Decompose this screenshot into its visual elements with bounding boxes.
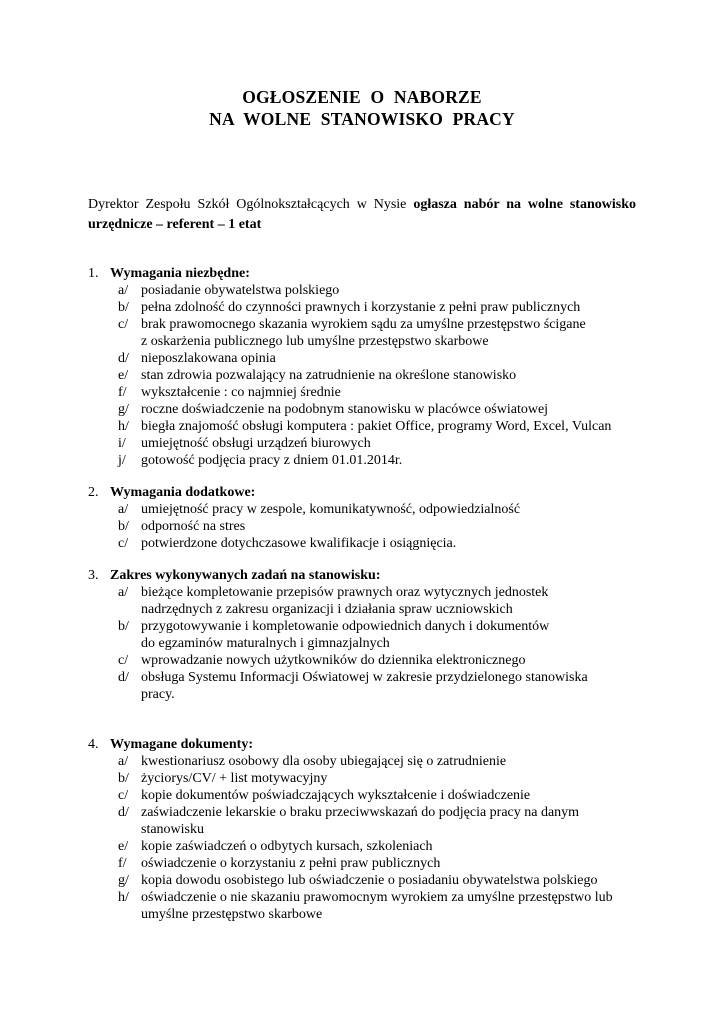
- list-item-letter: e/: [118, 839, 129, 854]
- list-item: [88, 384, 648, 401]
- list-item-letter: f/: [118, 385, 127, 400]
- list-item-text: [141, 889, 648, 923]
- list-item: [88, 855, 648, 872]
- list-item: [88, 518, 648, 535]
- list-item-text: [141, 669, 648, 703]
- section-title: Wymagane dokumenty:: [110, 737, 253, 752]
- list-item: [88, 350, 648, 367]
- section-heading: [88, 567, 648, 584]
- list-item-text: [141, 618, 648, 652]
- list-item: [88, 282, 648, 299]
- section-title: Wymagania niezbędne:: [110, 266, 250, 281]
- list-item-letter: h/: [118, 419, 129, 434]
- list-item-text: [141, 435, 648, 452]
- list-item: [88, 535, 648, 552]
- list-item-text: [141, 401, 648, 418]
- list-item-letter: e/: [118, 368, 129, 383]
- list-item-text: [141, 316, 648, 350]
- list-item-line: potwierdzone dotychczasowe kwalifikacje i osiągnięcia.: [141, 536, 457, 551]
- section-heading: [88, 265, 648, 282]
- list-item-line: z oskarżenia publicznego lub umyślne przestępstwo skarbowe: [141, 334, 489, 349]
- list-item: [88, 501, 648, 518]
- list-item-letter: i/: [118, 436, 126, 451]
- list-item-letter: d/: [118, 670, 129, 685]
- list-item-letter: b/: [118, 771, 129, 786]
- section-number: 2.: [88, 485, 99, 500]
- list-item-text: [141, 452, 648, 469]
- list-item-line: brak prawomocnego skazania wyrokiem sądu za umyślne przestępstwo ścigane: [141, 317, 586, 332]
- list-item-line: oświadczenie o nie skazaniu prawomocnym wyrokiem za umyślne przestępstwo lub: [141, 890, 613, 905]
- list-item-line: stanowisku: [141, 822, 204, 837]
- list-item-line: gotowość podjęcia pracy z dniem 01.01.2014r.: [141, 453, 403, 468]
- list-item-letter: b/: [118, 300, 129, 315]
- section-title: Zakres wykonywanych zadań na stanowisku:: [110, 568, 381, 583]
- list-item-line: posiadanie obywatelstwa polskiego: [141, 283, 340, 298]
- list-item-line: umiejętność pracy w zespole, komunikatywność, odpowiedzialność: [141, 502, 521, 517]
- section-title: Wymagania dodatkowe:: [110, 485, 256, 500]
- list-item-line: obsługa Systemu Informacji Oświatowej w zakresie przydzielonego stanowiska: [141, 670, 588, 685]
- list-item-letter: a/: [118, 283, 129, 298]
- list-item-line: kopia dowodu osobistego lub oświadczenie o posiadaniu obywatelstwa polskiego: [141, 873, 598, 888]
- section-documents: [88, 736, 648, 923]
- list-item-text: [141, 872, 648, 889]
- list-item-text: [141, 584, 648, 618]
- title-line-2: NA WOLNE STANOWISKO PRACY: [209, 109, 515, 129]
- list-item: [88, 584, 648, 618]
- list-item-line: bieżące kompletowanie przepisów prawnych oraz wytycznych jednostek: [141, 585, 549, 600]
- list-item: [88, 889, 648, 923]
- list-item-line: umyślne przestępstwo skarbowe: [141, 907, 323, 922]
- list-item-line: biegła znajomość obsługi komputera : pakiet Office, programy Word, Excel, Vulcan: [141, 419, 612, 434]
- list-item-letter: d/: [118, 351, 129, 366]
- list-item-line: kopie zaświadczeń o odbytych kursach, szkoleniach: [141, 839, 433, 854]
- list-item-letter: b/: [118, 519, 129, 534]
- list-item-letter: c/: [118, 317, 129, 332]
- list-item: [88, 435, 648, 452]
- list-item-letter: c/: [118, 536, 129, 551]
- list-item-text: [141, 350, 648, 367]
- intro-plain: Dyrektor Zespołu Szkół Ogólnokształcących w Nysie: [88, 197, 414, 212]
- title-line-1: OGŁOSZENIE O NABORZE: [242, 87, 482, 107]
- intro-paragraph: [88, 195, 636, 235]
- list-item-text: [141, 838, 648, 855]
- list-item: [88, 401, 648, 418]
- list-item: [88, 299, 648, 316]
- section-requirements: [88, 265, 648, 469]
- list-item-text: [141, 753, 648, 770]
- list-item: [88, 804, 648, 838]
- list-item-line: kopie dokumentów poświadczających wykształcenie i doświadczenie: [141, 788, 531, 803]
- list-item-line: roczne doświadczenie na podobnym stanowisku w placówce oświatowej: [141, 402, 549, 417]
- list-item-line: życiorys/CV/ + list motywacyjny: [141, 771, 328, 786]
- list-item: [88, 367, 648, 384]
- list-item-line: pełna zdolność do czynności prawnych i korzystanie z pełni praw publicznych: [141, 300, 581, 315]
- list-item-text: [141, 855, 648, 872]
- list-item-line: oświadczenie o korzystaniu z pełni praw publicznych: [141, 856, 441, 871]
- list-item-text: [141, 535, 648, 552]
- section-number: 1.: [88, 266, 99, 281]
- list-item-line: odporność na stres: [141, 519, 246, 534]
- list-item-text: [141, 501, 648, 518]
- section-number: 4.: [88, 737, 99, 752]
- list-item-line: zaświadczenie lekarskie o braku przeciwwskazań do podjęcia pracy na danym: [141, 805, 580, 820]
- list-item-letter: a/: [118, 502, 129, 517]
- list-item-letter: f/: [118, 856, 127, 871]
- list-item-letter: d/: [118, 805, 129, 820]
- list-item-letter: g/: [118, 873, 129, 888]
- section-heading: [88, 736, 648, 753]
- list-item: [88, 652, 648, 669]
- section-heading: [88, 484, 648, 501]
- list-item-letter: g/: [118, 402, 129, 417]
- list-item-letter: c/: [118, 788, 129, 803]
- list-item-letter: a/: [118, 585, 129, 600]
- list-item: [88, 838, 648, 855]
- list-item-text: [141, 367, 648, 384]
- section-additional-requirements: [88, 484, 648, 552]
- list-item: [88, 669, 648, 703]
- list-item-text: [141, 804, 648, 838]
- list-item: [88, 770, 648, 787]
- list-item-line: kwestionariusz osobowy dla osoby ubiegającej się o zatrudnienie: [141, 754, 507, 769]
- list-item-line: przygotowywanie i kompletowanie odpowiednich danych i dokumentów: [141, 619, 550, 634]
- list-item: [88, 418, 648, 435]
- list-item-letter: c/: [118, 653, 129, 668]
- list-item-text: [141, 282, 648, 299]
- list-item-text: [141, 418, 648, 435]
- list-item-line: umiejętność obsługi urządzeń biurowych: [141, 436, 371, 451]
- list-item-letter: a/: [118, 754, 129, 769]
- list-item-text: [141, 518, 648, 535]
- list-item-text: [141, 384, 648, 401]
- list-item-line: wykształcenie : co najmniej średnie: [141, 385, 341, 400]
- list-item-line: do egzaminów maturalnych i gimnazjalnych: [141, 636, 390, 651]
- section-number: 3.: [88, 568, 99, 583]
- list-item: [88, 452, 648, 469]
- section-duties: [88, 567, 648, 703]
- list-item-letter: h/: [118, 890, 129, 905]
- list-item-text: [141, 770, 648, 787]
- list-item-letter: j/: [118, 453, 126, 468]
- list-item-line: stan zdrowia pozwalający na zatrudnienie na określone stanowisko: [141, 368, 517, 383]
- list-item-line: wprowadzanie nowych użytkowników do dziennika elektronicznego: [141, 653, 526, 668]
- list-item-line: nadrzędnych z zakresu organizacji i działania spraw uczniowskich: [141, 602, 513, 617]
- list-item: [88, 316, 648, 350]
- list-item-text: [141, 299, 648, 316]
- list-item-text: [141, 787, 648, 804]
- list-item-letter: b/: [118, 619, 129, 634]
- list-item: [88, 787, 648, 804]
- list-item-line: nieposzlakowana opinia: [141, 351, 276, 366]
- list-item: [88, 872, 648, 889]
- list-item: [88, 753, 648, 770]
- intro-bold: ogłasza nabór na wolne stanowisko urzędnicze – referent – 1 etat: [88, 197, 636, 232]
- list-item: [88, 618, 648, 652]
- list-item-text: [141, 652, 648, 669]
- list-item-line: pracy.: [141, 687, 175, 702]
